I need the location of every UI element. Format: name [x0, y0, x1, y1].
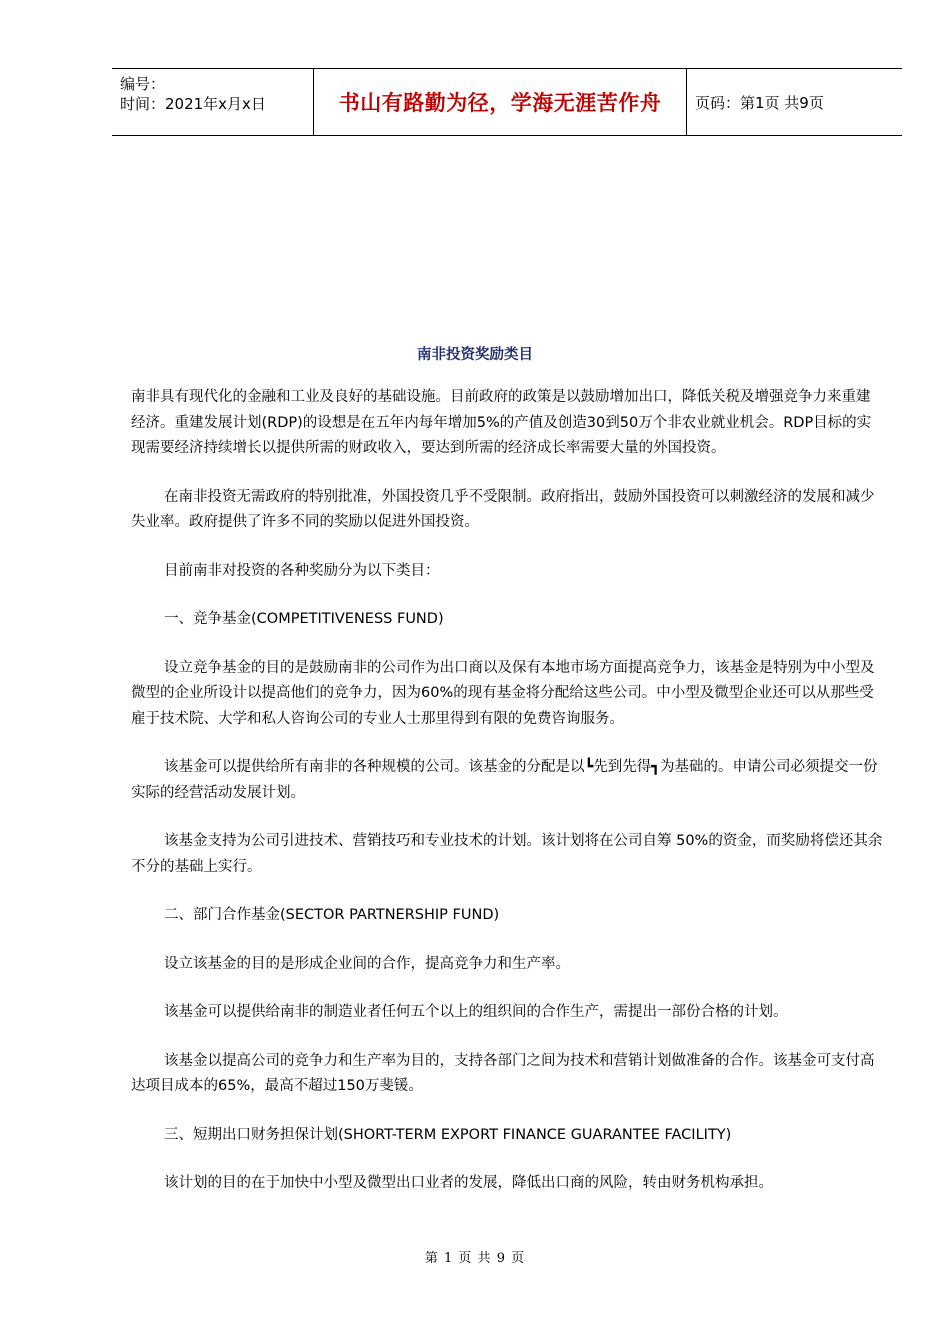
paragraph: 目前南非对投资的各种奖励分为以下类目：: [164, 562, 440, 579]
paragraph: 在南非投资无需政府的特别批准，外国投资几乎不受限制。政府指出，鼓励外国投资可以刺激经济的发展和减少失业率。政府提供了许多不同的奖励以促进外国投资。: [131, 488, 875, 530]
paragraph: 该基金可以提供给所有南非的各种规模的公司。该基金的分配是以┗先到先得┓为基础的。申请公司必须提交一份实际的经营活动发展计划。: [131, 759, 878, 801]
header-divider-right: [686, 69, 687, 135]
header-page-label: 页码：第1页 共9页: [695, 94, 824, 112]
paragraph: 该基金支持为公司引进技术、营销技巧和专业技术的计划。该计划将在公司自筹 50%的资金，而奖励将偿还其余不分的基础上实行。: [131, 833, 883, 875]
paragraph: 该基金以提高公司的竞争力和生产率为目的，支持各部门之间为技术和营销计划做准备的合作。该基金可支付高达项目成本的65%，最高不超过150万斐锾。: [131, 1052, 875, 1094]
document-body: [131, 385, 883, 1220]
paragraph: 该基金可以提供给南非的制造业者任何五个以上的组织间的合作生产，需提出一部份合格的计划。: [164, 1004, 788, 1020]
header-motto: 书山有路勤为径，学海无涯苦作舟: [338, 91, 662, 115]
document-title: 南非投资奖励类目: [417, 347, 533, 363]
section-heading-2: 二、部门合作基金(SECTOR PARTNERSHIP FUND): [164, 907, 500, 923]
paragraph: 设立该基金的目的是形成企业间的合作，提高竞争力和生产率。: [164, 955, 570, 972]
section-heading-1: 一、竞争基金(COMPETITIVENESS FUND): [164, 611, 444, 627]
page-footer: 第 1 页 共 9 页: [424, 1251, 526, 1266]
paragraph: 该计划的目的在于加快中小型及微型出口业者的发展，降低出口商的风险，转由财务机构承担。: [164, 1175, 773, 1191]
header-number-label: 编号：: [120, 75, 166, 93]
header-time-label: 时间：2021年x月x日: [120, 95, 266, 113]
paragraph: 设立竞争基金的目的是鼓励南非的公司作为出口商以及保有本地市场方面提高竞争力，该基金是特别为中小型及微型的企业所设计以提高他们的竞争力，因为60%的现有基金将分配给这些公司。中小型及微型企业还可以从那些受雇于技术院、大学和私人咨询公司的专业人士那里得到有限的免费咨询服务。: [131, 659, 875, 727]
header-meta: [120, 74, 266, 114]
section-heading-3: 三、短期出口财务担保计划(SHORT-TERM EXPORT FINANCE GUARANTEE FACILITY): [164, 1126, 732, 1143]
page-header: [112, 68, 902, 136]
paragraph-intro: 南非具有现代化的金融和工业及良好的基础设施。目前政府的政策是以鼓励增加出口，降低关税及增强竞争力来重建经济。重建发展计划(RDP)的设想是在五年内每年增加5%的产值及创造30到50万个非农业就业机会。RDP目标的实现需要经济持续增长以提供所需的财政收入，要达到所需的经济成长率需要大量的外国投资。: [131, 389, 872, 456]
